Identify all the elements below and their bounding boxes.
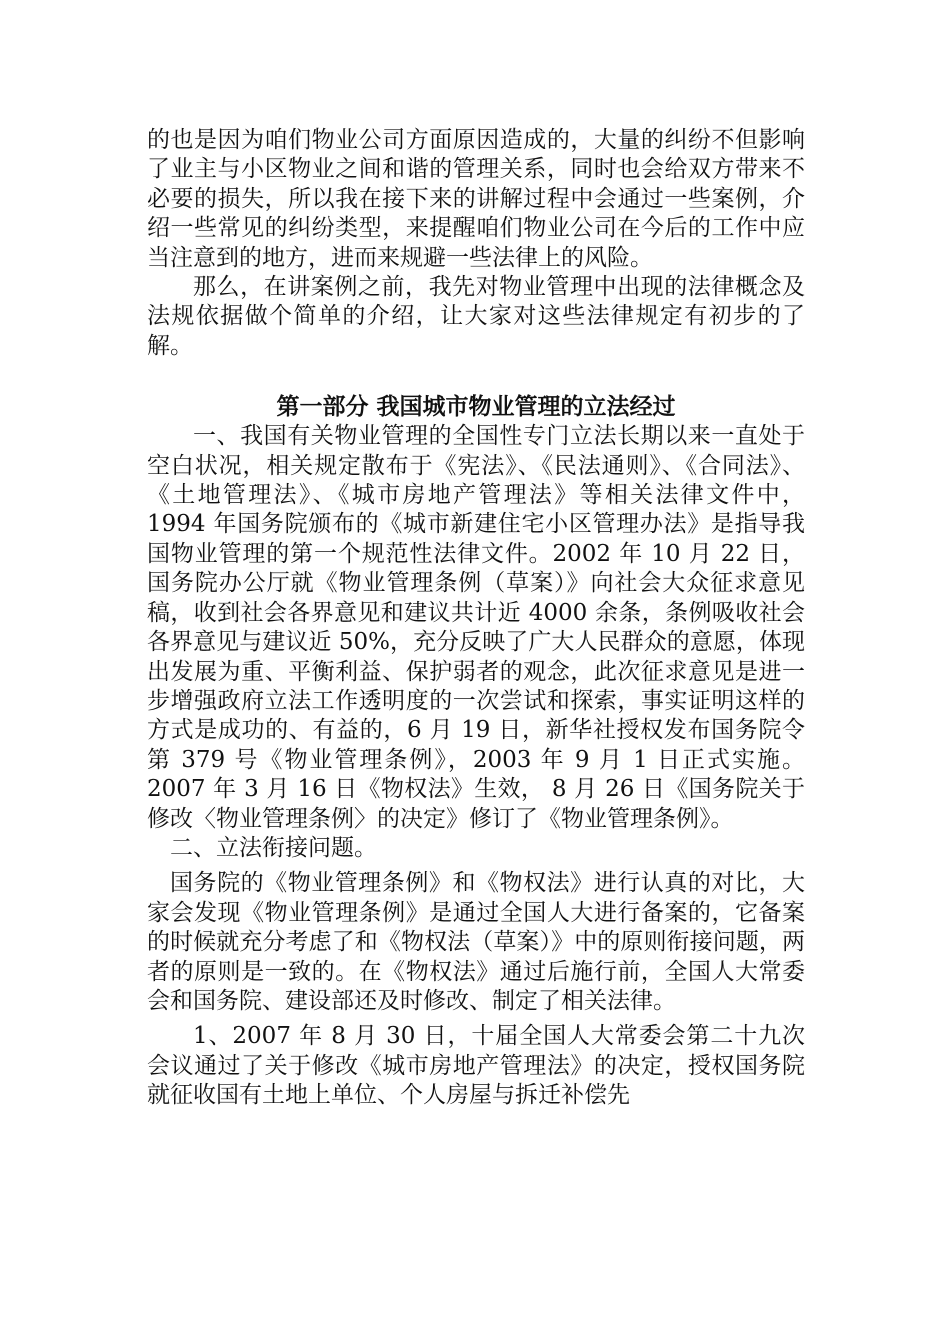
body-paragraph: 二、立法衔接问题。 <box>170 834 377 861</box>
body-paragraph: 1、2007 年 8 月 30 日，十届全国人大常委会第二十九次会议通过了关于修改《城市房地产管理法》的决定，授权国务院就征收国有土地上单位、个人房屋与拆迁补偿先 <box>147 1023 805 1109</box>
body-paragraph: 一、我国有关物业管理的全国性专门立法长期以来一直处于空白状况，相关规定散布于《宪法》、《民法通则》、《合同法》、《土地管理法》、《城市房地产管理法》等相关法律文件中， 1994 年国务院颁布的《城市新建住宅小区管理办法》是指导我国物业管理的第一个规范性法律文件。2002 年 10 月 22 日，国务院办公厅就《物业管理条例（草案）》向社会大众征求意见稿，收到社会各界意见和建议共计近 4000 余条，条例吸收社会各界意见与建议近 50%，充分反映了广大人民群众的意愿，体现出发展为重、平衡利益、保护弱者的观念，此次征求意见是进一步增强政府立法工作透明度的一次尝试和探索，事实证明这样的方式是成功的、有益的，6 月 19 日，新华社授权发布国务院令第 379 号《物业管理条例》，2003 年 9 月 1 日正式实施。2007 年 3 月 16 日《物权法》生效， 8 月 26 日《国务院关于修改〈物业管理条例〉的决定》修订了《物业管理条例》。 <box>147 423 805 832</box>
body-paragraph: 那么，在讲案例之前，我先对物业管理中出现的法律概念及法规依据做个简单的介绍，让大家对这些法律规定有初步的了解。 <box>147 274 805 359</box>
document-page <box>147 126 805 1111</box>
section-heading: 第一部分 我国城市物业管理的立法经过 <box>276 393 676 421</box>
body-paragraph: 国务院的《物业管理条例》和《物权法》进行认真的对比，大家会发现《物业管理条例》是通过全国人大进行备案的，它备案的时候就充分考虑了和《物权法（草案）》中的原则衔接问题，两者的原则是一致的。在《物权法》通过后施行前，全国人大常委会和国务院、建设部还及时修改、制定了相关法律。 <box>147 870 805 1014</box>
body-paragraph: 的也是因为咱们物业公司方面原因造成的，大量的纠纷不但影响了业主与小区物业之间和谐的管理关系，同时也会给双方带来不必要的损失，所以我在接下来的讲解过程中会通过一些案例，介绍一些常见的纠纷类型，来提醒咱们物业公司在今后的工作中应当注意到的地方，进而来规避一些法律上的风险。 <box>147 127 805 271</box>
